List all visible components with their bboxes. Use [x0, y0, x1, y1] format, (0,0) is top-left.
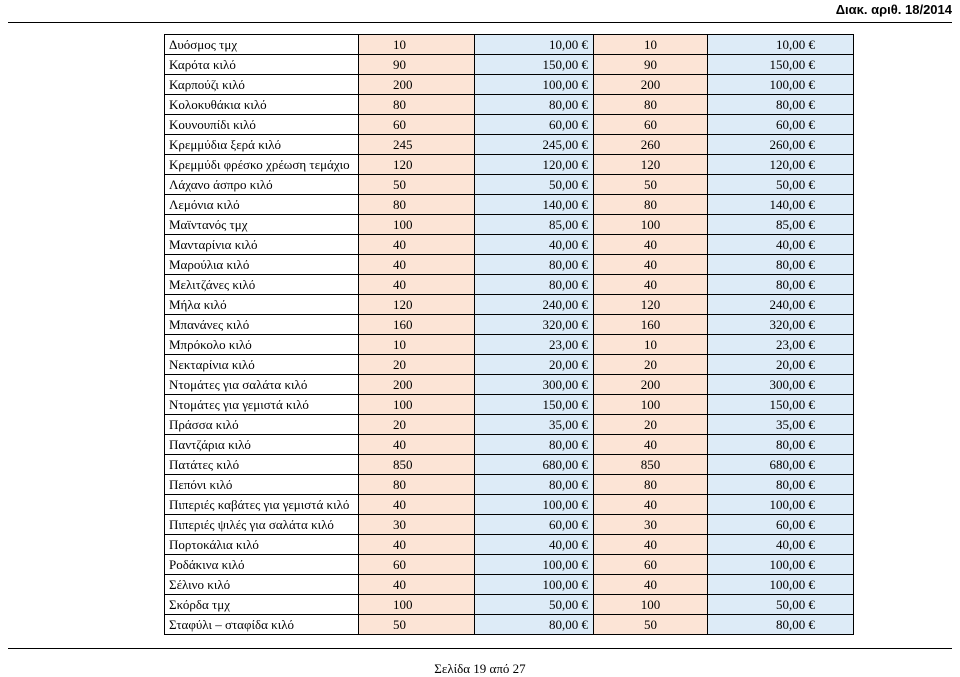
value-cell: 80,00 €: [708, 435, 854, 455]
item-name-cell: Μπρόκολο κιλό: [165, 335, 359, 355]
item-name-cell: Κουνουπίδι κιλό: [165, 115, 359, 135]
quantity-cell: 30: [594, 515, 708, 535]
value-cell: 80,00 €: [708, 475, 854, 495]
quantity-cell: 120: [359, 155, 475, 175]
item-name-cell: Μπανάνες κιλό: [165, 315, 359, 335]
table-row: [165, 435, 854, 455]
table-row: [165, 375, 854, 395]
quantity-cell: 200: [359, 375, 475, 395]
value-cell: 20,00 €: [708, 355, 854, 375]
quantity-cell: 90: [359, 55, 475, 75]
value-cell: 40,00 €: [708, 235, 854, 255]
quantity-cell: 40: [359, 535, 475, 555]
quantity-cell: 80: [594, 95, 708, 115]
item-name-cell: Μαρούλια κιλό: [165, 255, 359, 275]
quantity-cell: 120: [594, 155, 708, 175]
item-name-cell: Καρπούζι κιλό: [165, 75, 359, 95]
value-cell: 35,00 €: [708, 415, 854, 435]
value-cell: 245,00 €: [475, 135, 594, 155]
value-cell: 80,00 €: [475, 435, 594, 455]
table-row: [165, 355, 854, 375]
table-row: [165, 415, 854, 435]
header-rule: [8, 22, 952, 23]
value-cell: 85,00 €: [708, 215, 854, 235]
value-cell: 35,00 €: [475, 415, 594, 435]
value-cell: 60,00 €: [475, 515, 594, 535]
quantity-cell: 80: [359, 475, 475, 495]
item-name-cell: Σκόρδα τμχ: [165, 595, 359, 615]
item-name-cell: Κρεμμύδι φρέσκο χρέωση τεμάχιο: [165, 155, 359, 175]
table-row: [165, 475, 854, 495]
quantity-cell: 10: [359, 35, 475, 55]
table-row: [165, 555, 854, 575]
table-row: [165, 95, 854, 115]
table-row: [165, 55, 854, 75]
table-row: [165, 495, 854, 515]
value-cell: 80,00 €: [708, 95, 854, 115]
quantity-cell: 40: [359, 435, 475, 455]
quantity-cell: 10: [359, 335, 475, 355]
item-name-cell: Μανταρίνια κιλό: [165, 235, 359, 255]
quantity-cell: 50: [594, 175, 708, 195]
table-row: [165, 535, 854, 555]
quantity-cell: 40: [594, 255, 708, 275]
quantity-cell: 100: [594, 395, 708, 415]
quantity-cell: 40: [594, 495, 708, 515]
table-row: [165, 515, 854, 535]
value-cell: 80,00 €: [708, 255, 854, 275]
item-name-cell: Ντομάτες για σαλάτα κιλό: [165, 375, 359, 395]
item-name-cell: Πιπεριές καβάτες για γεμιστά κιλό: [165, 495, 359, 515]
item-name-cell: Καρότα κιλό: [165, 55, 359, 75]
value-cell: 100,00 €: [475, 575, 594, 595]
value-cell: 680,00 €: [475, 455, 594, 475]
quantity-cell: 10: [594, 335, 708, 355]
item-name-cell: Κολοκυθάκια κιλό: [165, 95, 359, 115]
value-cell: 150,00 €: [708, 395, 854, 415]
item-name-cell: Λεμόνια κιλό: [165, 195, 359, 215]
value-cell: 80,00 €: [475, 275, 594, 295]
quantity-cell: 200: [359, 75, 475, 95]
quantity-cell: 100: [359, 215, 475, 235]
value-cell: 85,00 €: [475, 215, 594, 235]
value-cell: 23,00 €: [708, 335, 854, 355]
quantity-cell: 40: [359, 275, 475, 295]
value-cell: 150,00 €: [708, 55, 854, 75]
quantity-cell: 40: [359, 255, 475, 275]
quantity-cell: 20: [359, 355, 475, 375]
value-cell: 20,00 €: [475, 355, 594, 375]
value-cell: 120,00 €: [475, 155, 594, 175]
quantity-cell: 40: [359, 235, 475, 255]
quantity-cell: 80: [359, 195, 475, 215]
value-cell: 40,00 €: [708, 535, 854, 555]
quantity-cell: 60: [359, 115, 475, 135]
value-cell: 300,00 €: [475, 375, 594, 395]
value-cell: 150,00 €: [475, 395, 594, 415]
table-row: [165, 455, 854, 475]
quantity-cell: 90: [594, 55, 708, 75]
value-cell: 50,00 €: [475, 175, 594, 195]
quantity-cell: 40: [594, 235, 708, 255]
quantity-cell: 200: [594, 75, 708, 95]
value-cell: 10,00 €: [475, 35, 594, 55]
quantity-cell: 10: [594, 35, 708, 55]
item-name-cell: Νεκταρίνια κιλό: [165, 355, 359, 375]
value-cell: 300,00 €: [708, 375, 854, 395]
item-name-cell: Λάχανο άσπρο κιλό: [165, 175, 359, 195]
item-name-cell: Ροδάκινα κιλό: [165, 555, 359, 575]
item-name-cell: Πατάτες κιλό: [165, 455, 359, 475]
value-cell: 80,00 €: [475, 95, 594, 115]
table-row: [165, 215, 854, 235]
quantity-cell: 40: [594, 435, 708, 455]
value-cell: 60,00 €: [708, 515, 854, 535]
table-row: [165, 595, 854, 615]
quantity-cell: 40: [594, 535, 708, 555]
value-cell: 140,00 €: [475, 195, 594, 215]
quantity-cell: 30: [359, 515, 475, 535]
item-name-cell: Ντομάτες για γεμιστά κιλό: [165, 395, 359, 415]
value-cell: 50,00 €: [708, 175, 854, 195]
table-row: [165, 195, 854, 215]
value-cell: 100,00 €: [708, 75, 854, 95]
value-cell: 23,00 €: [475, 335, 594, 355]
quantity-cell: 850: [359, 455, 475, 475]
item-name-cell: Πορτοκάλια κιλό: [165, 535, 359, 555]
quantity-cell: 40: [359, 575, 475, 595]
table-row: [165, 135, 854, 155]
table-row: [165, 115, 854, 135]
quantity-cell: 50: [594, 615, 708, 635]
item-name-cell: Δυόσμος τμχ: [165, 35, 359, 55]
quantity-cell: 160: [594, 315, 708, 335]
value-cell: 150,00 €: [475, 55, 594, 75]
value-cell: 240,00 €: [475, 295, 594, 315]
quantity-cell: 160: [359, 315, 475, 335]
table-row: [165, 615, 854, 635]
value-cell: 80,00 €: [708, 275, 854, 295]
quantity-cell: 120: [594, 295, 708, 315]
quantity-cell: 20: [594, 415, 708, 435]
quantity-cell: 40: [359, 495, 475, 515]
value-cell: 680,00 €: [708, 455, 854, 475]
table-row: [165, 35, 854, 55]
table-row: [165, 275, 854, 295]
value-cell: 80,00 €: [475, 475, 594, 495]
document-reference: Διακ. αριθ. 18/2014: [835, 2, 952, 17]
value-cell: 100,00 €: [708, 575, 854, 595]
quantity-cell: 60: [359, 555, 475, 575]
table-row: [165, 175, 854, 195]
price-table-body: [165, 35, 854, 635]
quantity-cell: 50: [359, 615, 475, 635]
quantity-cell: 245: [359, 135, 475, 155]
value-cell: 50,00 €: [475, 595, 594, 615]
item-name-cell: Μελιτζάνες κιλό: [165, 275, 359, 295]
value-cell: 80,00 €: [475, 615, 594, 635]
item-name-cell: Σταφύλι – σταφίδα κιλό: [165, 615, 359, 635]
item-name-cell: Σέλινο κιλό: [165, 575, 359, 595]
quantity-cell: 80: [594, 475, 708, 495]
item-name-cell: Μήλα κιλό: [165, 295, 359, 315]
value-cell: 60,00 €: [708, 115, 854, 135]
quantity-cell: 60: [594, 115, 708, 135]
quantity-cell: 100: [359, 595, 475, 615]
value-cell: 10,00 €: [708, 35, 854, 55]
value-cell: 120,00 €: [708, 155, 854, 175]
item-name-cell: Πράσσα κιλό: [165, 415, 359, 435]
value-cell: 320,00 €: [708, 315, 854, 335]
item-name-cell: Μαϊντανός τμχ: [165, 215, 359, 235]
quantity-cell: 20: [359, 415, 475, 435]
item-name-cell: Πιπεριές ψιλές για σαλάτα κιλό: [165, 515, 359, 535]
value-cell: 100,00 €: [475, 75, 594, 95]
quantity-cell: 60: [594, 555, 708, 575]
quantity-cell: 200: [594, 375, 708, 395]
table-row: [165, 575, 854, 595]
value-cell: 80,00 €: [475, 255, 594, 275]
page-number: Σελίδα 19 από 27: [434, 661, 526, 676]
quantity-cell: 80: [594, 195, 708, 215]
quantity-cell: 50: [359, 175, 475, 195]
table-row: [165, 335, 854, 355]
price-table: [164, 34, 854, 635]
quantity-cell: 40: [594, 275, 708, 295]
quantity-cell: 100: [594, 215, 708, 235]
item-name-cell: Πεπόνι κιλό: [165, 475, 359, 495]
table-row: [165, 295, 854, 315]
value-cell: 320,00 €: [475, 315, 594, 335]
value-cell: 50,00 €: [708, 595, 854, 615]
value-cell: 100,00 €: [475, 555, 594, 575]
value-cell: 260,00 €: [708, 135, 854, 155]
quantity-cell: 100: [359, 395, 475, 415]
table-row: [165, 75, 854, 95]
table-row: [165, 155, 854, 175]
value-cell: 60,00 €: [475, 115, 594, 135]
quantity-cell: 100: [594, 595, 708, 615]
value-cell: 40,00 €: [475, 235, 594, 255]
quantity-cell: 80: [359, 95, 475, 115]
value-cell: 100,00 €: [475, 495, 594, 515]
table-row: [165, 315, 854, 335]
item-name-cell: Παντζάρια κιλό: [165, 435, 359, 455]
value-cell: 80,00 €: [708, 615, 854, 635]
table-row: [165, 395, 854, 415]
value-cell: 100,00 €: [708, 495, 854, 515]
quantity-cell: 260: [594, 135, 708, 155]
table-row: [165, 255, 854, 275]
item-name-cell: Κρεμμύδια ξερά κιλό: [165, 135, 359, 155]
value-cell: 240,00 €: [708, 295, 854, 315]
quantity-cell: 120: [359, 295, 475, 315]
table-row: [165, 235, 854, 255]
footer-rule: [8, 648, 952, 649]
quantity-cell: 850: [594, 455, 708, 475]
value-cell: 40,00 €: [475, 535, 594, 555]
value-cell: 100,00 €: [708, 555, 854, 575]
quantity-cell: 40: [594, 575, 708, 595]
value-cell: 140,00 €: [708, 195, 854, 215]
quantity-cell: 20: [594, 355, 708, 375]
